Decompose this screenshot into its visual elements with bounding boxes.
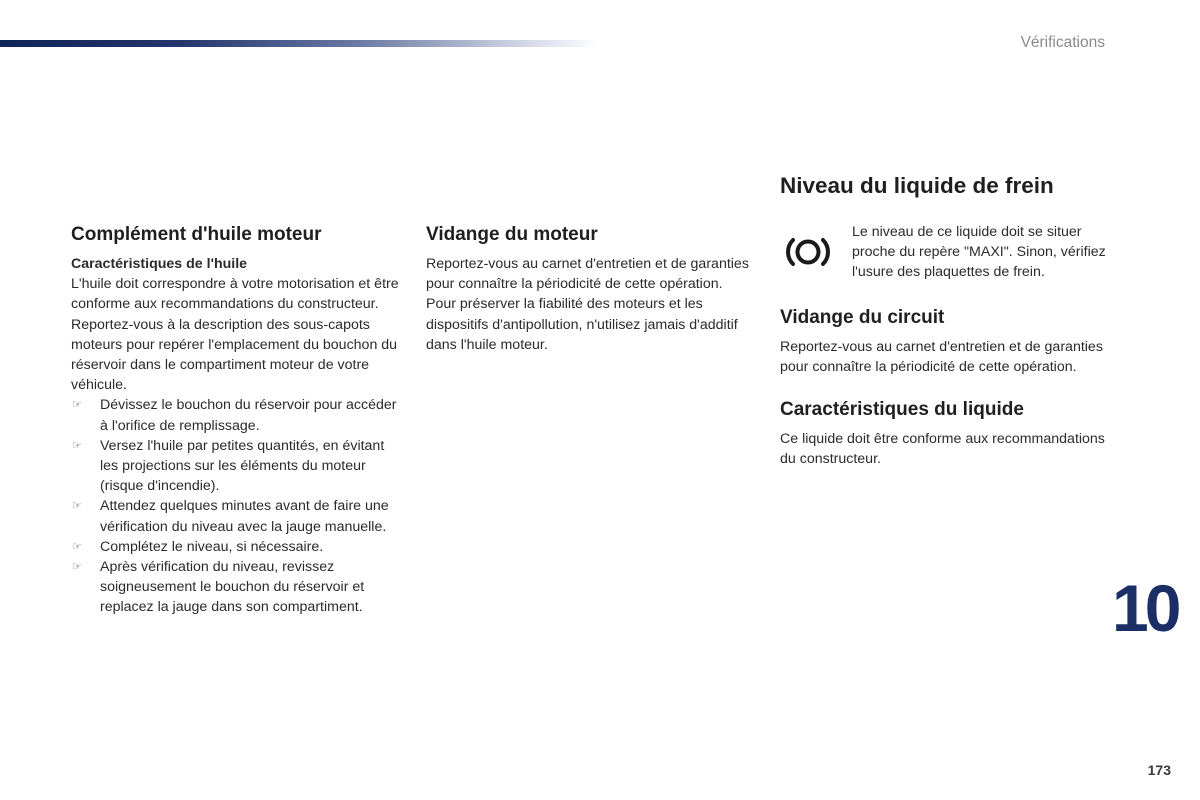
brake-fluid-section — [780, 172, 1110, 489]
step-text: Complétez le niveau, si nécessaire. — [100, 538, 324, 555]
chapter-number: 10 — [1112, 571, 1178, 645]
list-item — [71, 557, 399, 618]
list-item — [71, 496, 399, 536]
pointing-hand-icon: ☞ — [72, 500, 82, 513]
step-text: Attendez quelques minutes avant de faire une vérification du niveau avec la jauge manuelle. — [100, 498, 389, 535]
pointing-hand-icon: ☞ — [72, 561, 82, 574]
brake-warning-icon — [784, 232, 832, 272]
page-number: 173 — [1147, 762, 1171, 778]
list-item — [71, 395, 399, 435]
section-title: Vérifications — [1020, 34, 1105, 51]
pointing-hand-icon: ☞ — [72, 540, 82, 553]
step-text: Versez l'huile par petites quantités, en évitant les projections sur les éléments du moteur (risque d'incendie). — [100, 437, 385, 495]
list-item — [71, 436, 399, 497]
brake-warning-row — [780, 222, 1110, 283]
engine-oil-change-paragraph: Pour préserver la fiabilité des moteurs et les dispositifs d'antipollution, n'utilisez jamais d'additif dans l'huile moteur. — [426, 296, 738, 353]
oil-paragraph: L'huile doit correspondre à votre motorisation et être conforme aux recommandations du constructeur. — [71, 276, 399, 313]
oil-characteristics-subtitle: Caractéristiques de l'huile — [71, 256, 248, 272]
oil-paragraph: Reportez-vous à la description des sous-capots moteurs pour repérer l'emplacement du bouchon du réservoir dans le compartiment moteur de votre véhicule. — [71, 316, 398, 394]
fluid-spec-title: Caractéristiques du liquide — [780, 399, 1024, 421]
engine-oil-change-title: Vidange du moteur — [426, 224, 598, 245]
pointing-hand-icon: ☞ — [72, 439, 82, 452]
engine-oil-change-paragraph: Reportez-vous au carnet d'entretien et de garanties pour connaître la périodicité de cette opération. — [426, 256, 749, 293]
brake-level-text: Le niveau de ce liquide doit se situer proche du repère "MAXI". Sinon, vérifiez l'usure des plaquettes de frein. — [852, 224, 1106, 281]
circuit-drain-text: Reportez-vous au carnet d'entretien et de garanties pour connaître la périodicité de cette opération. — [780, 338, 1103, 375]
fluid-spec-block — [780, 397, 1110, 469]
oil-top-up-section — [71, 222, 399, 618]
step-text: Dévissez le bouchon du réservoir pour accéder à l'orifice de remplissage. — [100, 397, 397, 434]
circuit-drain-title: Vidange du circuit — [780, 306, 945, 328]
circuit-drain-block — [780, 305, 1110, 377]
pointing-hand-icon: ☞ — [72, 399, 82, 412]
oil-top-up-title: Complément d'huile moteur — [71, 224, 322, 245]
header-decor-bar — [0, 40, 600, 47]
brake-fluid-title: Niveau du liquide de frein — [780, 173, 1054, 198]
fluid-spec-text: Ce liquide doit être conforme aux recommandations du constructeur. — [780, 431, 1105, 468]
list-item — [71, 537, 399, 557]
step-text: Après vérification du niveau, revissez soigneusement le bouchon du réservoir et replacez la jauge dans son compartiment. — [100, 559, 365, 616]
engine-oil-change-section — [426, 222, 756, 355]
oil-steps-list — [71, 395, 399, 617]
